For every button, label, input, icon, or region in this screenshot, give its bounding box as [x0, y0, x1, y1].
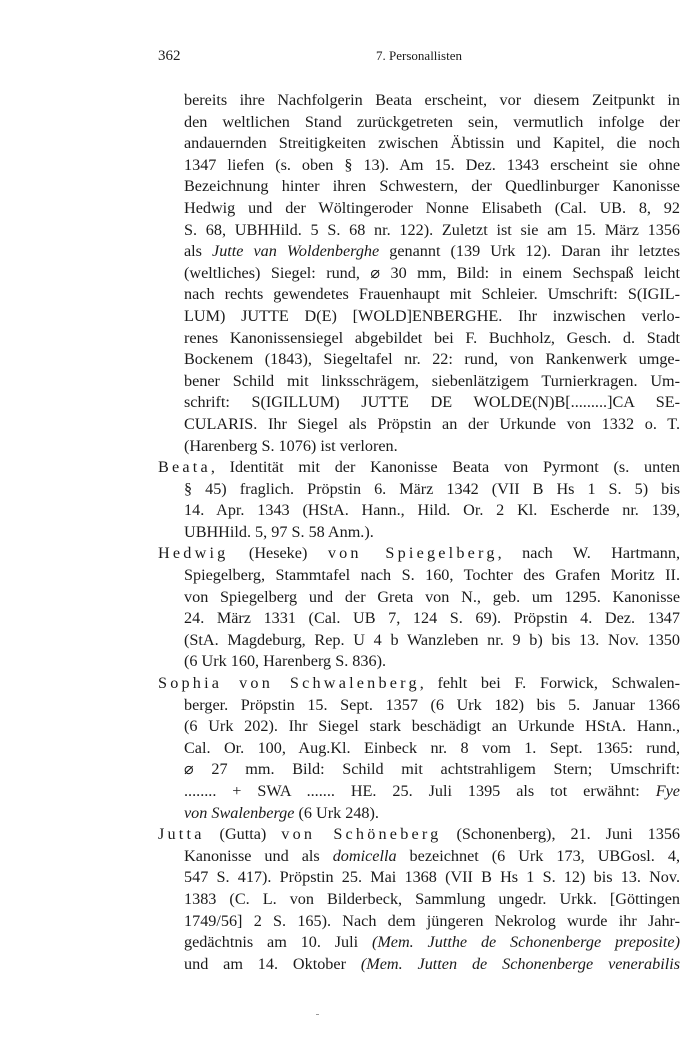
text-line: 14. Apr. 1343 (HStA. Hann., Hild. Or. 2 Kl. Escherde nr. 139, — [184, 501, 680, 520]
text-run: bezeichnet (6 Urk 173, UBGosl. 4, — [396, 846, 680, 865]
spaced-name: von Schöneberg — [281, 825, 442, 844]
text-line — [158, 781, 680, 803]
text-line: (weltliches) Siegel: rund, ⌀ 30 mm, Bild: in einem Sechspaß leicht — [184, 263, 680, 282]
running-header — [158, 48, 680, 68]
text-line: ⌀ 27 mm. Bild: Schild mit achtstrahligem Stern; Umschrift: — [184, 760, 680, 779]
text-run: als — [184, 242, 213, 261]
text-body — [158, 90, 680, 975]
text-run: und am 14. Oktober — [184, 954, 361, 973]
text-run: gedächtnis am 10. Juli — [184, 933, 372, 952]
entry-heading-line — [158, 543, 680, 565]
text-line: andauernden Streitigkeiten zwischen Äbtissin und Kapitel, die noch — [184, 134, 680, 153]
entry-heading-line — [158, 673, 680, 695]
text-line: berger. Pröpstin 15. Sept. 1357 (6 Urk 182) bis 5. Januar 1366 — [184, 695, 680, 714]
text-line: bener Schild mit linksschrägem, siebenlätzigem Turnierkragen. Um- — [184, 371, 680, 390]
text-line: Bezeichnung hinter ihren Schwestern, der Quedlinburger Kanonisse — [184, 177, 680, 196]
text-line: den weltlichen Stand zurückgetreten sein, vermutlich infolge der — [184, 112, 680, 131]
italic-text: Fye — [655, 782, 680, 800]
text-line: 547 S. 417). Pröpstin 25. Mai 1368 (VII B Hs 1 S. 12) bis 13. Nov. — [184, 868, 680, 887]
text-line: Cal. Or. 100, Aug.Kl. Einbeck nr. 8 vom 1. Sept. 1365: rund, — [184, 738, 680, 757]
text-run: (Gutta) — [204, 825, 282, 844]
italic-text: von Swalenberge — [184, 803, 295, 822]
text-line: (StA. Magdeburg, Rep. U 4 b Wanzleben nr. 9 b) bis 13. Nov. 1350 — [184, 630, 680, 649]
text-line — [158, 803, 680, 825]
text-line: 1347 liefen (s. oben § 13). Am 15. Dez. 1343 erscheint sie ohne — [184, 155, 680, 174]
page-number: 362 — [158, 48, 181, 64]
entry-heading-line — [158, 457, 680, 479]
text-line: 1749/56] 2 S. 165). Nach dem jüngeren Nekrolog wurde ihr Jahr- — [184, 911, 680, 930]
italic-text: (Mem. Jutthe de Schonenberge preposite) — [371, 933, 680, 952]
running-title: 7. Personallisten — [376, 48, 462, 63]
text-line — [158, 241, 680, 263]
spaced-name: Sophia von Schwalenberg — [158, 674, 420, 693]
text-line: von Spiegelberg und der Greta von N., geb. um 1295. Kanonisse — [184, 587, 680, 606]
text-run: (Schonenberg), 21. Juni 1356 — [441, 825, 680, 844]
italic-text: Jutte van Woldenberghe — [212, 242, 380, 261]
text-line: schrift: S(IGILLUM) JUTTE DE WOLDE(N)B[.........]CA SE- — [184, 393, 680, 412]
text-line: (Harenberg S. 1076) ist verloren. — [184, 436, 398, 455]
text-line: LUM) JUTTE D(E) [WOLD]ENBERGHE. Ihr inzwischen verlo- — [184, 306, 680, 325]
text-line: (6 Urk 160, Harenberg S. 836). — [184, 652, 387, 671]
spaced-name: von Spiegelberg — [327, 544, 498, 563]
text-run: genannt (139 Urk 12). Daran ihr letztes — [379, 242, 680, 261]
text-line: renes Kanonissensiegel abgebildet bei F. Buchholz, Gesch. d. Stadt — [184, 328, 680, 347]
italic-text: (Mem. Jutten de Schonenberge venerabilis — [360, 954, 680, 973]
text-line: nach rechts gewendetes Frauenhaupt mit Schleier. Umschrift: S(IGIL- — [184, 285, 680, 304]
text-line: 24. März 1331 (Cal. UB 7, 124 S. 69). Pröpstin 4. Dez. 1347 — [184, 609, 680, 628]
text-line: 1383 (C. L. von Bilderbeck, Sammlung ungedr. Urkk. [Göttingen — [184, 889, 680, 908]
text-line: Spiegelberg, Stammtafel nach S. 160, Tochter des Grafen Moritz II. — [184, 566, 680, 585]
spaced-name: Jutta — [158, 825, 205, 844]
page-mark — [316, 1014, 319, 1015]
text-run: , Identität mit der Kanonisse Beata von Pyrmont (s. unten — [210, 458, 680, 477]
text-run: (Heseke) — [228, 544, 328, 563]
text-run: , nach W. Hartmann, — [497, 544, 680, 563]
entry-heading-line — [158, 824, 680, 846]
spaced-name: Hedwig — [158, 544, 229, 563]
text-line: S. 68, UBHHild. 5 S. 68 nr. 122). Zuletzt ist sie am 15. März 1356 — [184, 220, 680, 239]
text-line: § 45) fraglich. Pröpstin 6. März 1342 (VII B Hs 1 S. 5) bis — [184, 479, 680, 498]
text-run: Kanonisse und als — [184, 846, 333, 865]
italic-text: domicella — [332, 846, 397, 865]
text-line: (6 Urk 202). Ihr Siegel stark beschädigt an Urkunde HStA. Hann., — [184, 717, 680, 736]
text-line: Bockenem (1843), Siegeltafel nr. 22: rund, von Rankenwerk umge- — [184, 350, 680, 369]
text-line: CULARIS. Ihr Siegel als Pröpstin an der Urkunde von 1332 o. T. — [184, 414, 680, 433]
text-run: ........ + SWA ....... HE. 25. Juli 1395 als tot erwähnt: — [184, 782, 656, 800]
text-line — [158, 932, 680, 954]
text-line: bereits ihre Nachfolgerin Beata erscheint, vor diesem Zeitpunkt in — [184, 91, 680, 109]
text-line: Hedwig und der Wöltingeroder Nonne Elisabeth (Cal. UB. 8, 92 — [184, 198, 680, 217]
text-run: , fehlt bei F. Forwick, Schwalen- — [419, 674, 680, 693]
text-line — [158, 954, 680, 976]
spaced-name: Beata — [158, 458, 211, 477]
text-line: UBHHild. 5, 97 S. 58 Anm.). — [184, 522, 374, 541]
text-line — [158, 846, 680, 868]
text-run: (6 Urk 248). — [294, 803, 379, 822]
